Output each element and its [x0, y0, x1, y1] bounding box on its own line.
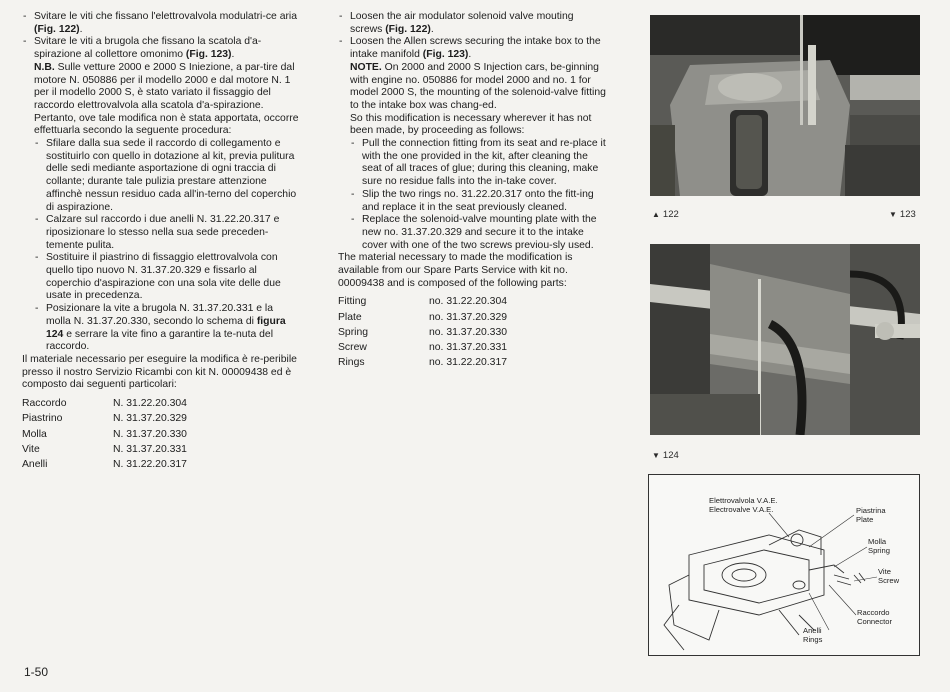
italian-nb-label: N.B. [34, 61, 55, 73]
english-therefore: So this modification is necessary wherever it has not been made, by proceeding as follows: [350, 112, 592, 137]
diagram-label-anelli: Anelli [803, 626, 822, 635]
part-name: Screw [338, 342, 367, 354]
part-name: Vite [22, 443, 40, 455]
part-code: N. 31.22.20.304 [113, 398, 187, 410]
table-row [338, 294, 507, 309]
diagram-label-plate: Plate [856, 515, 874, 524]
italian-substep-4 [34, 303, 300, 354]
english-step-1 [338, 11, 608, 36]
english-material: The material necessary to made the modification is available from our Spare Parts Service with kit no. 00009438 and is composed of the following parts: [338, 252, 573, 289]
diagram-label-molla: Molla [868, 537, 887, 546]
italian-substep-1: - Sfilare dalla sua sede il raccordo di collegamento e sostituirlo con quello in dotazione al kit, previa pulitura delle sedi mediante asportazione di ogni traccia di collante; durante tale pulizia prestare attenzione affinchè nessun residuo cada all'in-terno del coperchio di aspirazione. [34, 138, 300, 214]
part-name: Anelli [22, 458, 48, 470]
part-name: Molla [22, 428, 47, 440]
table-row [338, 355, 507, 370]
page-number: 1-50 [24, 665, 49, 679]
italian-step-1-end: . [79, 23, 83, 35]
english-step-1-end: . [430, 23, 434, 35]
part-name: Rings [338, 357, 365, 369]
caption-122-number: 122 [662, 209, 679, 220]
english-steps [338, 11, 608, 252]
part-name: Spring [338, 326, 369, 338]
diagram-label-screw: Screw [878, 576, 900, 585]
engine-photo-122 [650, 15, 920, 196]
table-row [338, 340, 507, 355]
engine-photo-123-graphic [650, 244, 920, 435]
english-note-text: On 2000 and 2000 S Injection cars, be-ginning with engine no. 050886 for model 2000 and no. 1 for model 2000 S, the mounting of the solenoid-valve fitting to the intake box was chang-ed. [350, 61, 606, 111]
italian-material: Il materiale necessario per eseguire la modifica è re-peribile presso il nostro Servizio Ricambi con kit N. 00009438 ed è composto dai seguenti particolari: [22, 353, 297, 391]
english-substeps [350, 138, 608, 252]
triangle-up-icon: ▲ [652, 210, 660, 219]
english-step-2-ref: (Fig. 123) [422, 49, 469, 61]
part-code: no. 31.37.20.331 [429, 342, 508, 354]
italian-substep-4-text: Posizionare la vite a brugola N. 31.37.20.331 e la molla N. 31.37.20.330, secondo lo schema di [46, 303, 274, 327]
english-note-label: NOTE. [350, 61, 382, 73]
caption-124-number: 124 [662, 450, 679, 461]
english-column [338, 11, 608, 370]
part-code: no. 31.37.20.330 [429, 326, 508, 338]
english-substep-3: - Replace the solenoid-valve mounting plate with the new no. 31.37.20.329 and secure it to the intake cover with one of the two screws previou-sly used. [350, 214, 608, 252]
english-step-2-end: . [468, 49, 472, 61]
italian-step-2-text: Svitare le viti a brugola che fissano la scatola d'a-spirazione al collettore omonimo [34, 36, 262, 61]
engine-photo-123 [650, 244, 920, 435]
part-name: Piastrino [22, 413, 63, 425]
italian-substep-2: - Calzare sul raccordo i due anelli N. 31.22.20.317 e riposizionare lo stesso nella sua sede preceden-temente pulita. [34, 214, 300, 252]
part-name: Plate [338, 311, 362, 323]
table-row [338, 310, 507, 325]
part-name: Raccordo [22, 398, 67, 410]
italian-step-2-end: . [231, 49, 235, 61]
italian-parts-table [22, 396, 187, 472]
english-step-2 [338, 36, 608, 252]
table-row [22, 427, 187, 442]
diagram-label-vite: Vite [878, 567, 891, 576]
triangle-down-icon: ▼ [652, 451, 660, 460]
italian-substep-4-ref: figura 124 [46, 315, 286, 340]
italian-step-1-ref: (Fig. 122) [34, 23, 80, 35]
diagram-label-piastrina: Piastrina [856, 506, 886, 515]
part-name: Fitting [338, 296, 367, 308]
part-code: N. 31.37.20.329 [113, 413, 187, 425]
table-row [22, 411, 187, 426]
part-code: N. 31.37.20.331 [113, 443, 187, 455]
italian-substep-4-end: e serrare la vite fino a garantire la te-nuta del raccordo. [46, 328, 274, 353]
caption-124 [652, 450, 679, 461]
diagram-label-connector: Connector [857, 617, 893, 626]
english-substep-1: - Pull the connection fitting from its seat and re-place it with the one provided in the kit, after cleaning the seat of all traces of glue; during this cleaning, make sure no residue falls into the in-take cover. [350, 138, 608, 189]
table-row [22, 396, 187, 411]
italian-step-1-text: Svitare le viti che fissano l'elettrovalvola modulatri-ce aria [34, 11, 298, 22]
diagram-label-spring: Spring [868, 546, 890, 555]
table-row [22, 442, 187, 457]
part-code: N. 31.22.20.317 [113, 458, 187, 470]
diagram-label-raccordo: Raccordo [857, 608, 890, 617]
italian-nb-paragraph [34, 62, 300, 113]
diagram-label-elettrovalvola: Elettrovalvola V.A.E. [709, 496, 778, 505]
part-code: N. 31.37.20.330 [113, 428, 187, 440]
caption-123 [889, 209, 916, 220]
diagram-124-graphic [649, 475, 919, 655]
italian-substeps [34, 138, 300, 354]
italian-therefore: Pertanto, ove tale modifica non è stata apportata, occorre effettuarla secondo la seguente procedura: [34, 112, 299, 137]
italian-step-2-ref: (Fig. 123) [185, 49, 232, 61]
triangle-down-icon: ▼ [889, 210, 897, 219]
english-step-2-text: Loosen the Allen screws securing the intake box to the intake manifold [350, 36, 601, 61]
english-substep-2: - Slip the two rings no. 31.22.20.317 onto the fitt-ing and replace it in the seat previously cleaned. [350, 189, 608, 214]
italian-substep-3: - Sostituire il piastrino di fissaggio elettrovalvola con quello tipo nuovo N. 31.37.20.329 e fissarlo al coperchio d'aspirazione con una sola vite delle due usate in precedenza. [34, 252, 300, 303]
diagram-label-electrovalve: Electrovalve V.A.E. [709, 505, 774, 514]
italian-nb-text: Sulle vetture 2000 e 2000 S Iniezione, a par-tire dal motore N. 050886 per il modello 2000 e dal motore N. 1 per il modello 2000 S, è stato variato il fissaggio del raccordo elettrovalvola alla scatola d'a-spirazione. [34, 61, 295, 111]
english-step-1-text: Loosen the air modulator solenoid valve mouting screws [350, 11, 574, 35]
caption-122 [652, 209, 679, 220]
engine-photo-122-graphic [650, 15, 920, 196]
english-parts-table [338, 294, 507, 370]
italian-step-1 [22, 11, 300, 36]
table-row [22, 457, 187, 472]
english-step-1-ref: (Fig. 122) [385, 23, 431, 35]
table-row [338, 325, 507, 340]
diagram-124 [648, 474, 920, 656]
diagram-label-rings: Rings [803, 635, 823, 644]
part-code: no. 31.22.20.304 [429, 296, 508, 308]
english-note-paragraph [350, 62, 608, 113]
caption-123-number: 123 [899, 209, 916, 220]
part-code: no. 31.22.20.317 [429, 357, 508, 369]
part-code: no. 31.37.20.329 [429, 311, 508, 323]
italian-column [22, 11, 300, 472]
italian-steps [22, 11, 300, 354]
italian-step-2 [22, 36, 300, 354]
